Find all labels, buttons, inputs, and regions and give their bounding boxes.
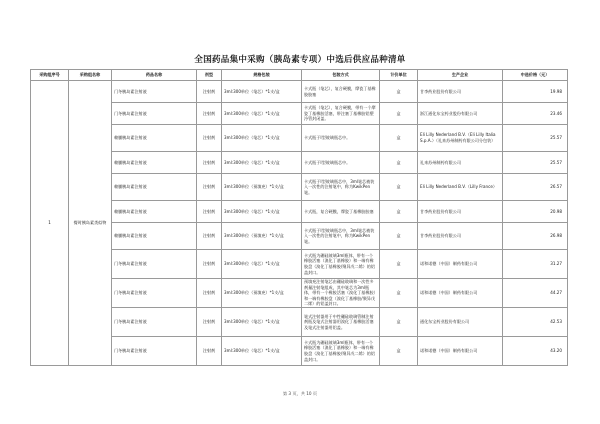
table-row	[31, 152, 568, 174]
cell-price: 19.98	[503, 81, 568, 103]
cell-manufacturer: 诺和诺德（中国）制药有限公司	[418, 250, 503, 279]
cell-spec: 3ml:300单位（笔芯）*1支/盒	[222, 308, 302, 337]
cell-drug-name: 门冬胰岛素注射液	[112, 308, 197, 337]
cell-spec: 3ml:300单位（预填充）*1支/盒	[222, 223, 302, 250]
cell-spec: 3ml:300单位（预填充）*1支/盒	[222, 174, 302, 201]
cell-price: 42.53	[503, 308, 568, 337]
cell-packaging: 卡式瓶，复合硬膜，摩瓷丁基橡胶胶塞	[302, 201, 380, 223]
cell-manufacturer: 甘李药业股份有限公司	[418, 201, 503, 223]
cell-unit: 盒	[380, 125, 418, 152]
cell-packaging: 卡式瓶于Ⅰ型玻璃瓶芯中，3ml笔芯被装入一次性的注射笔中，称为KwikPen笔。	[302, 174, 380, 201]
cell-spec: 3ml:300单位（笔芯）*1支/盒	[222, 337, 302, 366]
cell-drug-name: 门冬胰岛素注射液	[112, 81, 197, 103]
table-row	[31, 103, 568, 125]
cell-dosage-form: 注射剂	[197, 81, 222, 103]
cell-packaging: 卡式瓶于Ⅰ型玻璃瓶芯中。	[302, 125, 380, 152]
cell-drug-name: 门冬胰岛素注射液	[112, 279, 197, 308]
cell-spec: 3ml:300单位（预填充）*1支/盒	[222, 279, 302, 308]
cell-dosage-form: 注射剂	[197, 337, 222, 366]
cell-unit: 盒	[380, 337, 418, 366]
cell-dosage-form: 注射剂	[197, 103, 222, 125]
cell-spec: 3ml:300单位（笔芯）*1支/盒	[222, 201, 302, 223]
cell-dosage-form: 注射剂	[197, 223, 222, 250]
header-group-name: 采购组名称	[69, 70, 112, 81]
table-row	[31, 201, 568, 223]
header-group-no: 采购组序号	[31, 70, 69, 81]
cell-unit: 盒	[380, 223, 418, 250]
cell-manufacturer: Eli Lilly Nederland B.V.（Lilly France）	[418, 174, 503, 201]
header-drug-name: 药品名称	[112, 70, 197, 81]
cell-price: 31.27	[503, 250, 568, 279]
table-row	[31, 308, 568, 337]
cell-unit: 盒	[380, 201, 418, 223]
cell-price: 25.57	[503, 125, 568, 152]
header-unit: 计价单位	[380, 70, 418, 81]
cell-packaging: 笔式注射器用于中性硼硅玻璃管制注射剂瓶及笔式注射器用溴化丁基橡胶活塞及笔式注射器用铝盖。	[302, 308, 380, 337]
cell-dosage-form: 注射剂	[197, 174, 222, 201]
cell-unit: 盒	[380, 250, 418, 279]
cell-manufacturer: 诺和诺德（中国）制药有限公司	[418, 337, 503, 366]
cell-unit: 盒	[380, 174, 418, 201]
cell-spec: 3ml:300单位（笔芯）*1支/盒	[222, 250, 302, 279]
table-row	[31, 337, 568, 366]
cell-drug-name: 赖脯胰岛素注射液	[112, 174, 197, 201]
cell-drug-name: 赖脯胰岛素注射液	[112, 223, 197, 250]
cell-packaging: 卡式瓶（笔芯），复合硬膜，摩瓷丁基橡胶胶塞	[302, 81, 380, 103]
cell-packaging: 卡式瓶为硼硅玻璃3ml瓶体，带有一个橡胶活塞（溴化丁基橡胶）和一端有橡胶盘（溴化丁基橡胶/聚异戊二烯）的铝盖封口。	[302, 250, 380, 279]
table-row	[31, 174, 568, 201]
cell-unit: 盒	[380, 308, 418, 337]
cell-spec: 3ml:300单位（笔芯）*1支/盒	[222, 125, 302, 152]
cell-manufacturer: 浙江通化东宝药业股份有限公司	[418, 103, 503, 125]
cell-price: 20.98	[503, 201, 568, 223]
cell-price: 23.46	[503, 103, 568, 125]
cell-manufacturer: Eli Lilly Nederland B.V.（Eli Lilly Italia S.p.A.）（礼来苏州制药有限公司分包装）	[418, 125, 503, 152]
table-row	[31, 279, 568, 308]
cell-dosage-form: 注射剂	[197, 279, 222, 308]
cell-drug-name: 门冬胰岛素注射液	[112, 250, 197, 279]
cell-manufacturer: 诺和诺德（中国）制药有限公司	[418, 279, 503, 308]
supply-list-table	[30, 69, 568, 366]
page-title: 全国药品集中采购（胰岛素专项）中选后供应品种清单	[194, 55, 406, 65]
cell-manufacturer: 甘李药业股份有限公司	[418, 223, 503, 250]
cell-spec: 3ml:300单位（笔芯）*1支/盒	[222, 103, 302, 125]
cell-group-no: 1	[31, 81, 69, 366]
cell-packaging: 卡式瓶为硼硅玻璃3ml瓶体，带有一个橡胶活塞（溴化丁基橡胶）和一端有橡胶盘（溴化丁基橡胶/聚异戊二烯）的铝盖封口。	[302, 337, 380, 366]
cell-spec: 3ml:300单位（笔芯）*1支/盒	[222, 81, 302, 103]
cell-unit: 盒	[380, 279, 418, 308]
table-row	[31, 125, 568, 152]
cell-dosage-form: 注射剂	[197, 125, 222, 152]
header-price: 中选价格（元）	[503, 70, 568, 81]
cell-unit: 盒	[380, 103, 418, 125]
cell-dosage-form: 注射剂	[197, 250, 222, 279]
cell-manufacturer: 通化东宝药业股份有限公司	[418, 308, 503, 337]
header-packaging: 包装方式	[302, 70, 380, 81]
cell-packaging: 预填充注射笔芯由硼硅玻璃和一次性多剂量注射笔组成，其中笔芯为3ml瓶体，带有一个橡胶活塞（溴化丁基橡胶）和一端有橡胶盘（溴化丁基橡胶/聚异戊二烯）的铝盖封口。	[302, 279, 380, 308]
cell-dosage-form: 注射剂	[197, 201, 222, 223]
cell-group-name: 餐时胰岛素类似物	[69, 81, 112, 366]
cell-spec: 3ml:300单位（笔芯）*1支/盒	[222, 152, 302, 174]
header-manufacturer: 生产企业	[418, 70, 503, 81]
cell-price: 26.98	[503, 223, 568, 250]
cell-price: 25.57	[503, 152, 568, 174]
cell-manufacturer: 甘李药业股份有限公司	[418, 81, 503, 103]
page-number: 第 3 页，共 10 页	[282, 391, 318, 396]
cell-price: 43.20	[503, 337, 568, 366]
table-row	[31, 81, 568, 103]
cell-price: 26.57	[503, 174, 568, 201]
cell-drug-name: 门冬胰岛素注射液	[112, 337, 197, 366]
cell-price: 44.27	[503, 279, 568, 308]
cell-drug-name: 赖脯胰岛素注射液	[112, 125, 197, 152]
cell-packaging: 卡式瓶于Ⅰ型玻璃瓶芯中。	[302, 152, 380, 174]
cell-dosage-form: 注射剂	[197, 152, 222, 174]
cell-unit: 盒	[380, 81, 418, 103]
cell-dosage-form: 注射剂	[197, 308, 222, 337]
cell-drug-name: 门冬胰岛素注射液	[112, 103, 197, 125]
cell-drug-name: 赖脯胰岛素注射液	[112, 152, 197, 174]
header-spec: 规格包装	[222, 70, 302, 81]
cell-packaging: 卡式瓶于Ⅰ型玻璃瓶芯中，3ml笔芯被装入一次性的注射笔中，称为KwikPen笔。	[302, 223, 380, 250]
cell-packaging: 卡式瓶（笔芯），复合硬膜，带有一个摩瓷丁基橡胶活塞，带注塞丁基橡胶铝塑冷管封闭盖。	[302, 103, 380, 125]
cell-manufacturer: 礼来苏州制药有限公司	[418, 152, 503, 174]
cell-drug-name: 赖脯胰岛素注射液	[112, 201, 197, 223]
table-header-row	[31, 70, 568, 81]
cell-unit: 盒	[380, 152, 418, 174]
table-row	[31, 223, 568, 250]
header-dosage-form: 剂型	[197, 70, 222, 81]
table-row	[31, 250, 568, 279]
